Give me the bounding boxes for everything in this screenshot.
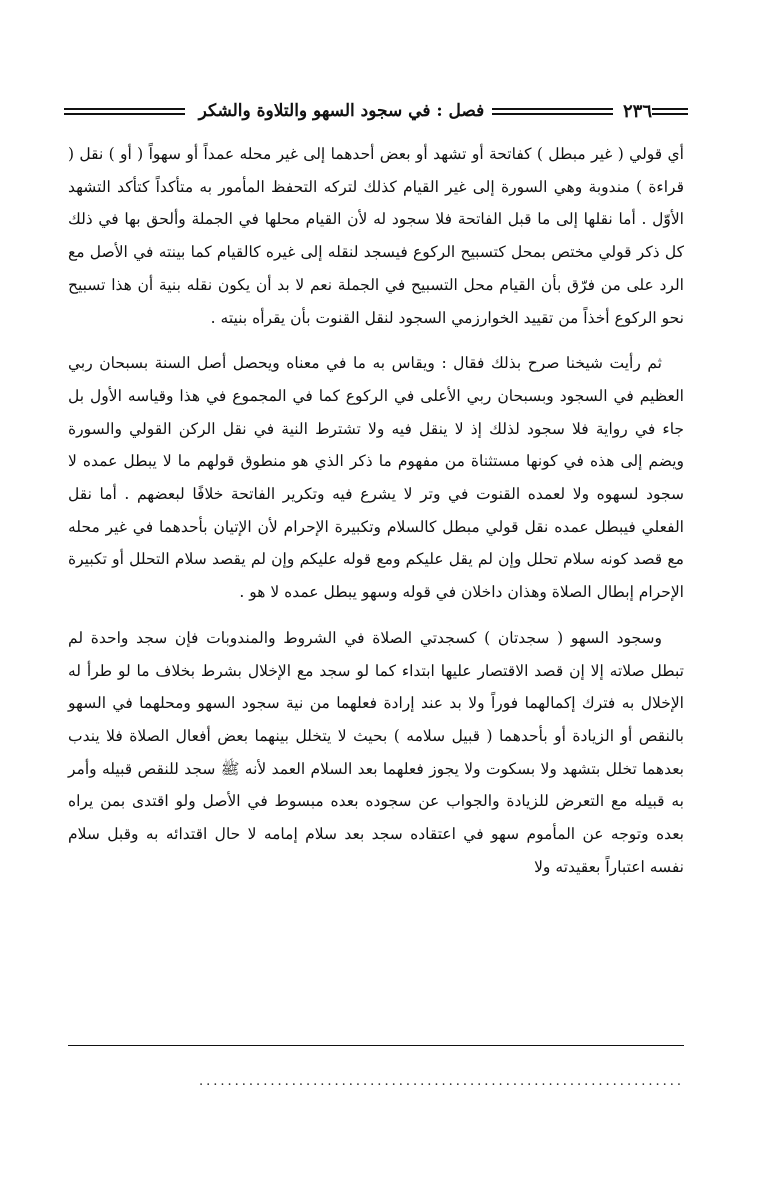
running-header [64, 96, 688, 126]
paragraph-3: وسجود السهو ( سجدتان ) كسجدتي الصلاة في الشروط والمندوبات فإن سجد واحدة لم تبطل صلاته إلا إن قصد الاقتصار عليها ابتداء كما لو سجد مع الإخلال بشرط بخلاف ما لو طرأ له الإخلال به فترك إكمالهما فوراً ولا بد عند إرادة فعلهما من نية سجود السهو ومحلهما في السهو بالنقص أو الزيادة أو بأحدهما ( قبيل سلامه ) بحيث لا يتخلل بينهما بعض أفعال الصلاة فلا يندب بعدهما تخلل بتشهد ولا بسكوت ولا يجوز فعلهما بعد السلام العمد لأنه ﷺ سجد للنقص قبيله وأمر به قبيله مع التعرض للزيادة والجواب عن سجوده بعده مبسوط في الأصل ولو اقتدى بمن يراه بعده وتوجه عن المأموم سهو في اعتقاده سجد بعد سلام إمامه لا حال اقتدائه به وقبل سلام نفسه اعتباراً بعقيدته ولا [68, 628, 684, 876]
header-rule-left [64, 108, 185, 115]
header-rule-right [652, 108, 688, 115]
footnote-dots: .................................................................... [199, 1074, 684, 1089]
paragraph-2: ثم رأيت شيخنا صرح بذلك فقال : ويقاس به ما في معناه ويحصل أصل السنة بسبحان ربي العظيم في السجود وبسبحان ربي الأعلى في الركوع كما في المجموع في هذا وقياسه الأول بل جاء في رواية فلا سجود لذلك إذ لا ينقل فيه ولا تشترط النية في نقل الركن القولي والسورة ويضم إلى هذه في كونها مستثناة من مفهوم ما ذكر الذي هو منطوق قولهم ما لا يبطل عمده لا سجود لسهوه ولا لعمده القنوت في وتر لا يشرع فيه وتكرير الفاتحة خلافًا لبعضهم . أما نقل الفعلي فيبطل عمده نقل قولي مبطل كالسلام وتكبيرة الإحرام لأن الإتيان بأحدهما في غير محله مع قصد كونه سلام تحلل وإن لم يقل عليكم ومع قوله عليكم وإن لم يقصد سلام التحلل أو تكبيرة الإحرام إبطال الصلاة وهذان داخلان في قوله وسهو يبطل عمده لا هو . [68, 354, 684, 602]
chapter-title: فصل : في سجود السهو والتلاوة والشكر [198, 101, 485, 121]
header-rule-middle [492, 108, 613, 115]
body-text [68, 138, 684, 896]
page-number: ٢٣٦ [622, 100, 652, 122]
footnote-separator [68, 1045, 684, 1046]
paragraph-1: أي قولي ( غير مبطل ) كفاتحة أو تشهد أو بعض أحدهما إلى غير محله عمداً أو سهواً ( أو ) نقل ( قراءة ) مندوبة وهي السورة إلى غير القيام كذلك لتركه التحفظ المأمور به متأكداً كتأكد التشهد الأوّل . أما نقلها إلى ما قبل الفاتحة فلا سجود له لأن القيام محلها في الجملة وألحق بها في ذلك كل ذكر قولي مختص بمحل كتسبيح الركوع فيسجد لنقله إلى غيره كالقيام كما بينته في الأصل مع الرد على من فرّق بأن القيام محل التسبيح في الجملة نعم لا بد أن يكون نقله بنية أن هذا تسبيح نحو الركوع أخذاً من تقييد الخوارزمي السجود لنقل القنوت بأن يقرأه بنيته . [68, 145, 684, 327]
